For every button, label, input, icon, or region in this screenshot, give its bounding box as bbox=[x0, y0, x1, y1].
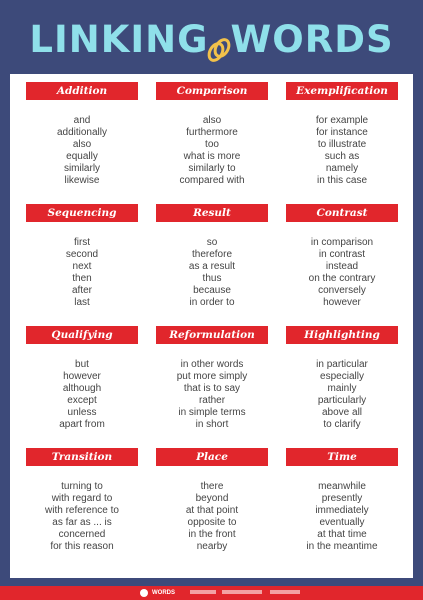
chain-link-icon bbox=[206, 27, 232, 57]
word-item: opposite to bbox=[187, 517, 237, 528]
category-card bbox=[26, 326, 138, 448]
word-item: after bbox=[71, 285, 92, 296]
category-card bbox=[156, 82, 268, 204]
footer-bar bbox=[0, 586, 423, 600]
word-item: instead bbox=[325, 261, 359, 272]
title-left: LINKING bbox=[29, 18, 209, 61]
word-item: compared with bbox=[179, 175, 245, 186]
word-item: at that point bbox=[185, 505, 239, 516]
category-header: Transition bbox=[26, 448, 138, 466]
category-card bbox=[286, 82, 398, 204]
word-item: in this case bbox=[316, 175, 368, 186]
category-header: Addition bbox=[26, 82, 138, 100]
word-item: immediately bbox=[315, 505, 369, 516]
word-list bbox=[156, 481, 268, 553]
category-card bbox=[26, 448, 138, 570]
word-item: however bbox=[63, 371, 101, 382]
category-header: Result bbox=[156, 204, 268, 222]
word-item: on the contrary bbox=[308, 273, 376, 284]
category-header: Highlighting bbox=[286, 326, 398, 344]
category-header: Exemplification bbox=[286, 82, 398, 100]
category-header: Comparison bbox=[156, 82, 268, 100]
word-list bbox=[26, 237, 138, 309]
category-card bbox=[156, 326, 268, 448]
word-item: however bbox=[323, 297, 361, 308]
word-item: similarly to bbox=[188, 163, 236, 174]
word-item: such as bbox=[324, 151, 360, 162]
word-item: so bbox=[206, 237, 218, 248]
word-item: next bbox=[72, 261, 92, 272]
word-item: presently bbox=[321, 493, 363, 504]
word-item: then bbox=[72, 273, 92, 284]
word-item: in the meantime bbox=[306, 541, 378, 552]
word-item: except bbox=[67, 395, 97, 406]
word-item: with reference to bbox=[45, 505, 119, 516]
word-item: but bbox=[75, 359, 89, 370]
word-item: put more simply bbox=[176, 371, 248, 382]
word-item: that is to say bbox=[183, 383, 241, 394]
word-item: in particular bbox=[316, 359, 368, 370]
word-item: beyond bbox=[195, 493, 229, 504]
word-item: thus bbox=[202, 273, 222, 284]
category-card bbox=[26, 82, 138, 204]
word-item: at that time bbox=[317, 529, 367, 540]
category-header: Contrast bbox=[286, 204, 398, 222]
category-card bbox=[286, 204, 398, 326]
word-item: furthermore bbox=[186, 127, 238, 138]
word-item: last bbox=[74, 297, 90, 308]
word-item: to illustrate bbox=[317, 139, 367, 150]
word-item: because bbox=[193, 285, 231, 296]
word-item: second bbox=[65, 249, 99, 260]
footer-text-block bbox=[270, 590, 300, 594]
word-list bbox=[156, 359, 268, 431]
brand-logo-icon bbox=[140, 589, 148, 597]
word-item: there bbox=[200, 481, 224, 492]
word-list bbox=[156, 237, 268, 309]
word-list bbox=[286, 115, 398, 187]
word-item: for instance bbox=[316, 127, 368, 138]
category-card bbox=[26, 204, 138, 326]
footer-text-block bbox=[190, 590, 216, 594]
word-item: in short bbox=[195, 419, 229, 430]
word-list bbox=[26, 359, 138, 431]
category-header: Reformulation bbox=[156, 326, 268, 344]
category-header: Time bbox=[286, 448, 398, 466]
word-item: additionally bbox=[56, 127, 108, 138]
category-header: Place bbox=[156, 448, 268, 466]
category-card bbox=[156, 204, 268, 326]
footer-text-block bbox=[222, 590, 262, 594]
word-item: especially bbox=[320, 371, 364, 382]
word-item: turning to bbox=[61, 481, 103, 492]
word-item: also bbox=[72, 139, 92, 150]
word-item: first bbox=[73, 237, 91, 248]
word-list bbox=[286, 481, 398, 553]
word-item: likewise bbox=[64, 175, 100, 186]
word-item: for example bbox=[315, 115, 369, 126]
word-item: unless bbox=[67, 407, 97, 418]
word-item: equally bbox=[66, 151, 98, 162]
word-list bbox=[286, 237, 398, 309]
word-item: therefore bbox=[191, 249, 233, 260]
title-right: WORDS bbox=[230, 18, 394, 61]
word-item: what is more bbox=[183, 151, 241, 162]
word-item: as a result bbox=[188, 261, 236, 272]
word-item: in contrast bbox=[318, 249, 366, 260]
word-list bbox=[26, 115, 138, 187]
word-item: as far as ... is bbox=[52, 517, 112, 528]
word-item: conversely bbox=[318, 285, 366, 296]
word-item: above all bbox=[321, 407, 363, 418]
category-card bbox=[286, 326, 398, 448]
word-item: and bbox=[73, 115, 91, 126]
word-item: nearby bbox=[196, 541, 228, 552]
category-card bbox=[286, 448, 398, 570]
word-item: to clarify bbox=[323, 419, 361, 430]
word-item: also bbox=[202, 115, 222, 126]
category-header: Sequencing bbox=[26, 204, 138, 222]
word-item: in the front bbox=[188, 529, 236, 540]
word-item: similarly bbox=[63, 163, 101, 174]
word-item: namely bbox=[325, 163, 359, 174]
word-item: particularly bbox=[317, 395, 367, 406]
word-item: rather bbox=[198, 395, 226, 406]
word-list bbox=[26, 481, 138, 553]
word-item: in simple terms bbox=[178, 407, 246, 418]
word-item: with regard to bbox=[51, 493, 113, 504]
word-item: meanwhile bbox=[318, 481, 366, 492]
word-item: in order to bbox=[189, 297, 235, 308]
category-grid bbox=[26, 82, 398, 570]
word-item: for this reason bbox=[50, 541, 114, 552]
word-item: concerned bbox=[58, 529, 106, 540]
category-card bbox=[156, 448, 268, 570]
word-item: mainly bbox=[327, 383, 357, 394]
poster-title bbox=[0, 14, 423, 66]
word-item: apart from bbox=[59, 419, 105, 430]
word-item: too bbox=[205, 139, 219, 150]
word-item: eventually bbox=[319, 517, 365, 528]
word-item: in comparison bbox=[310, 237, 374, 248]
word-item: although bbox=[62, 383, 102, 394]
category-header: Qualifying bbox=[26, 326, 138, 344]
content-panel bbox=[10, 74, 413, 578]
word-item: in other words bbox=[180, 359, 244, 370]
word-list bbox=[286, 359, 398, 431]
brand-name: WORDS bbox=[152, 590, 175, 596]
word-list bbox=[156, 115, 268, 187]
